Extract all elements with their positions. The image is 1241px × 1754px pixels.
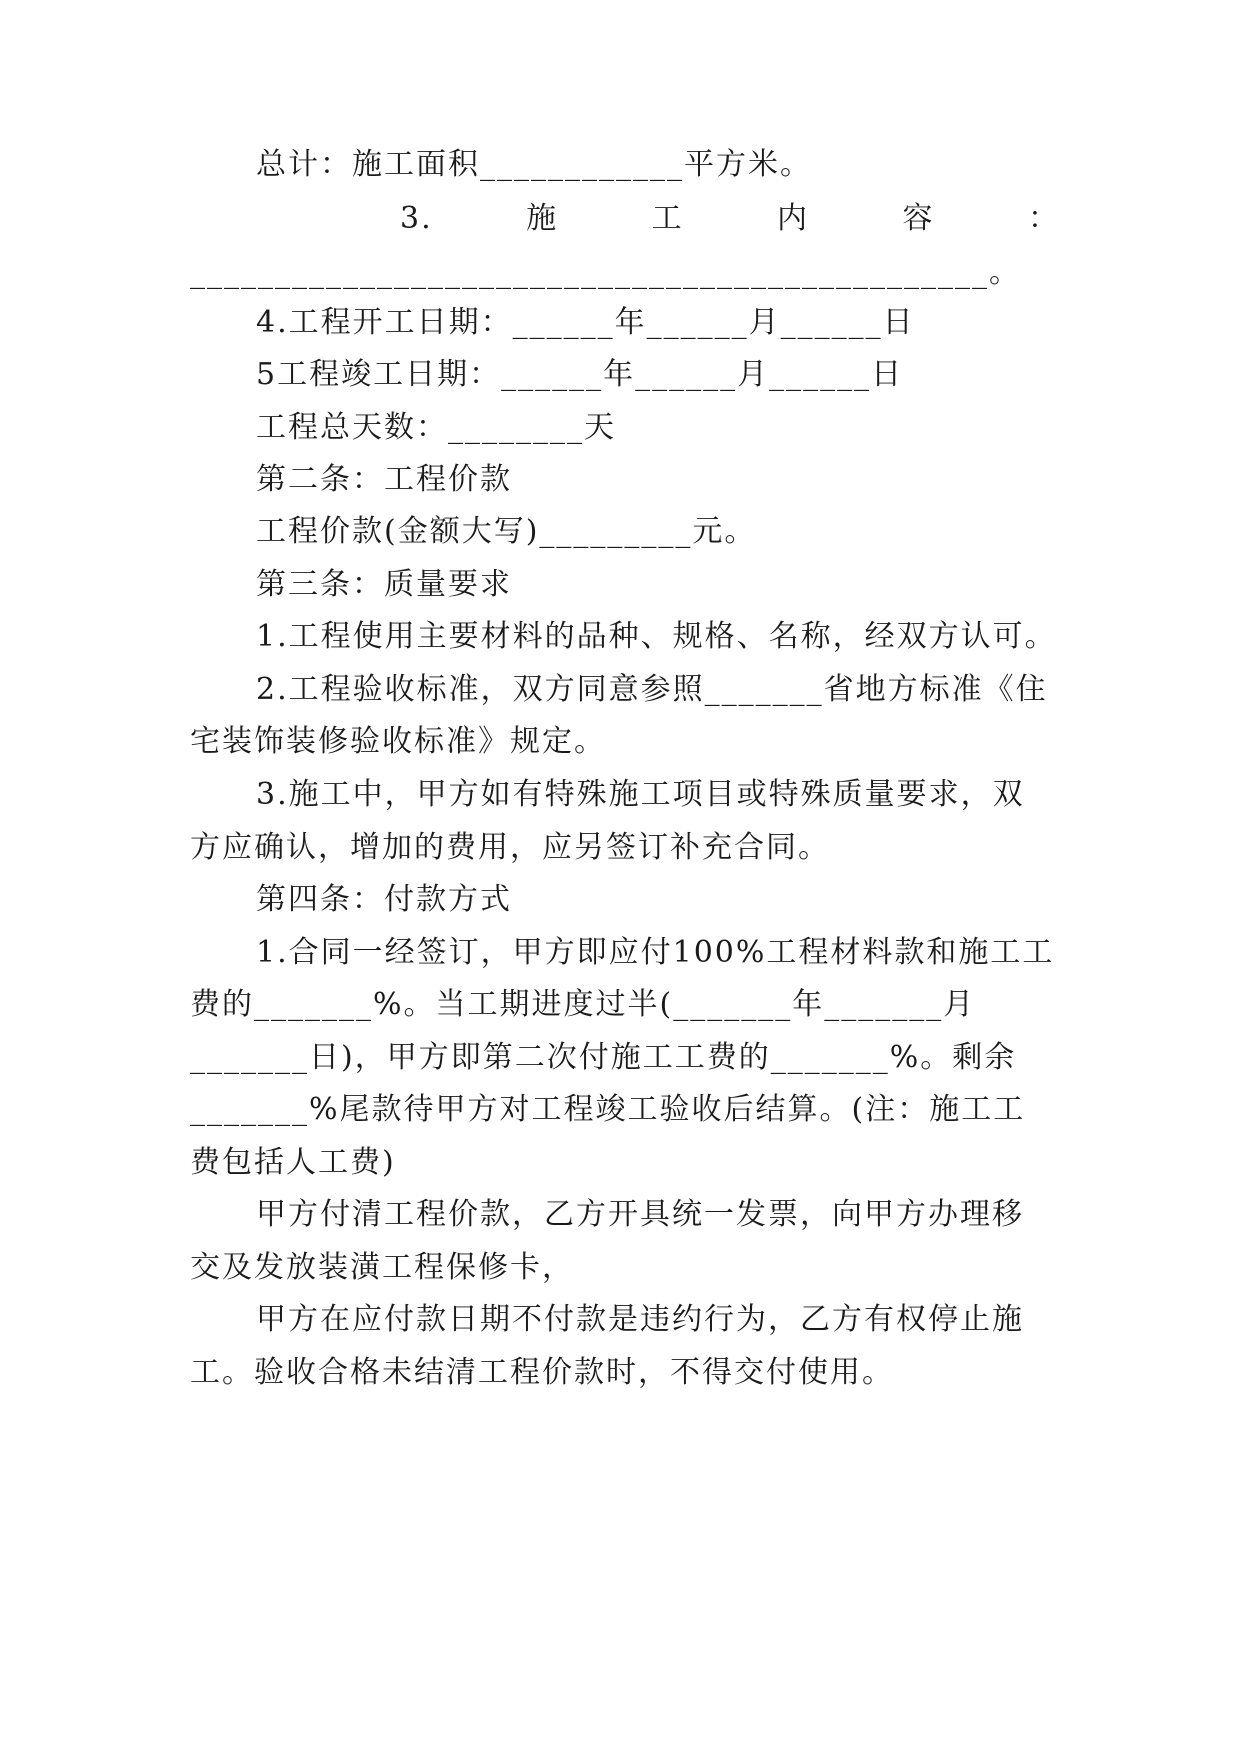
payment-item-1-cont-a: 费的_______%。当工期进度过半(_______年_______月 — [190, 987, 976, 1022]
completion-date-line: 5工程竣工日期：______年______月______日 — [256, 357, 904, 392]
total-area-line: 总计：施工面积____________平方米。 — [256, 147, 812, 182]
construction-content-blank: _______________________________________________。 — [190, 255, 1021, 290]
start-date-line: 4.工程开工日期：______年______月______日 — [256, 305, 915, 340]
spread-char: ： — [1027, 201, 1060, 236]
spread-char: 内 — [777, 201, 810, 236]
quality-item-1: 1.工程使用主要材料的品种、规格、名称，经双方认可。 — [256, 619, 1057, 654]
spread-char: 工 — [651, 201, 684, 236]
payment-paragraph-3: 甲方在应付款日期不付款是违约行为，乙方有权停止施 — [256, 1302, 1024, 1337]
payment-item-1-cont-d: 费包括人工费) — [190, 1145, 396, 1180]
spread-char: 3. — [400, 201, 433, 236]
payment-paragraph-3-cont: 工。验收合格未结清工程价款时，不得交付使用。 — [190, 1355, 894, 1390]
payment-paragraph-2: 甲方付清工程价款，乙方开具统一发票，向甲方办理移 — [256, 1197, 1024, 1232]
quality-item-3-cont: 方应确认，增加的费用，应另签订补充合同。 — [190, 830, 830, 865]
spread-char: 施 — [526, 201, 559, 236]
payment-paragraph-2-cont: 交及发放装潢工程保修卡， — [190, 1250, 574, 1285]
total-days-line: 工程总天数：________天 — [256, 410, 616, 445]
quality-item-2: 2.工程验收标准，双方同意参照_______省地方标准《住 — [256, 672, 1048, 707]
price-line: 工程价款(金额大写)_________元。 — [256, 514, 757, 549]
article-four-heading: 第四条：付款方式 — [256, 882, 512, 917]
spread-char: 容 — [902, 201, 935, 236]
article-two-heading: 第二条：工程价款 — [256, 462, 512, 497]
construction-content-heading — [190, 197, 1060, 241]
payment-item-1: 1.合同一经签订，甲方即应付100%工程材料款和施工工 — [256, 935, 1055, 970]
payment-item-1-cont-c: _______%尾款待甲方对工程竣工验收后结算。(注：施工工 — [190, 1092, 1026, 1127]
quality-item-3: 3.施工中，甲方如有特殊施工项目或特殊质量要求，双 — [256, 777, 1025, 812]
quality-item-2-cont: 宅装饰装修验收标准》规定。 — [190, 724, 606, 759]
payment-item-1-cont-b: _______日)，甲方即第二次付施工工费的_______%。剩余 — [190, 1040, 1017, 1075]
article-three-heading: 第三条：质量要求 — [256, 567, 512, 602]
